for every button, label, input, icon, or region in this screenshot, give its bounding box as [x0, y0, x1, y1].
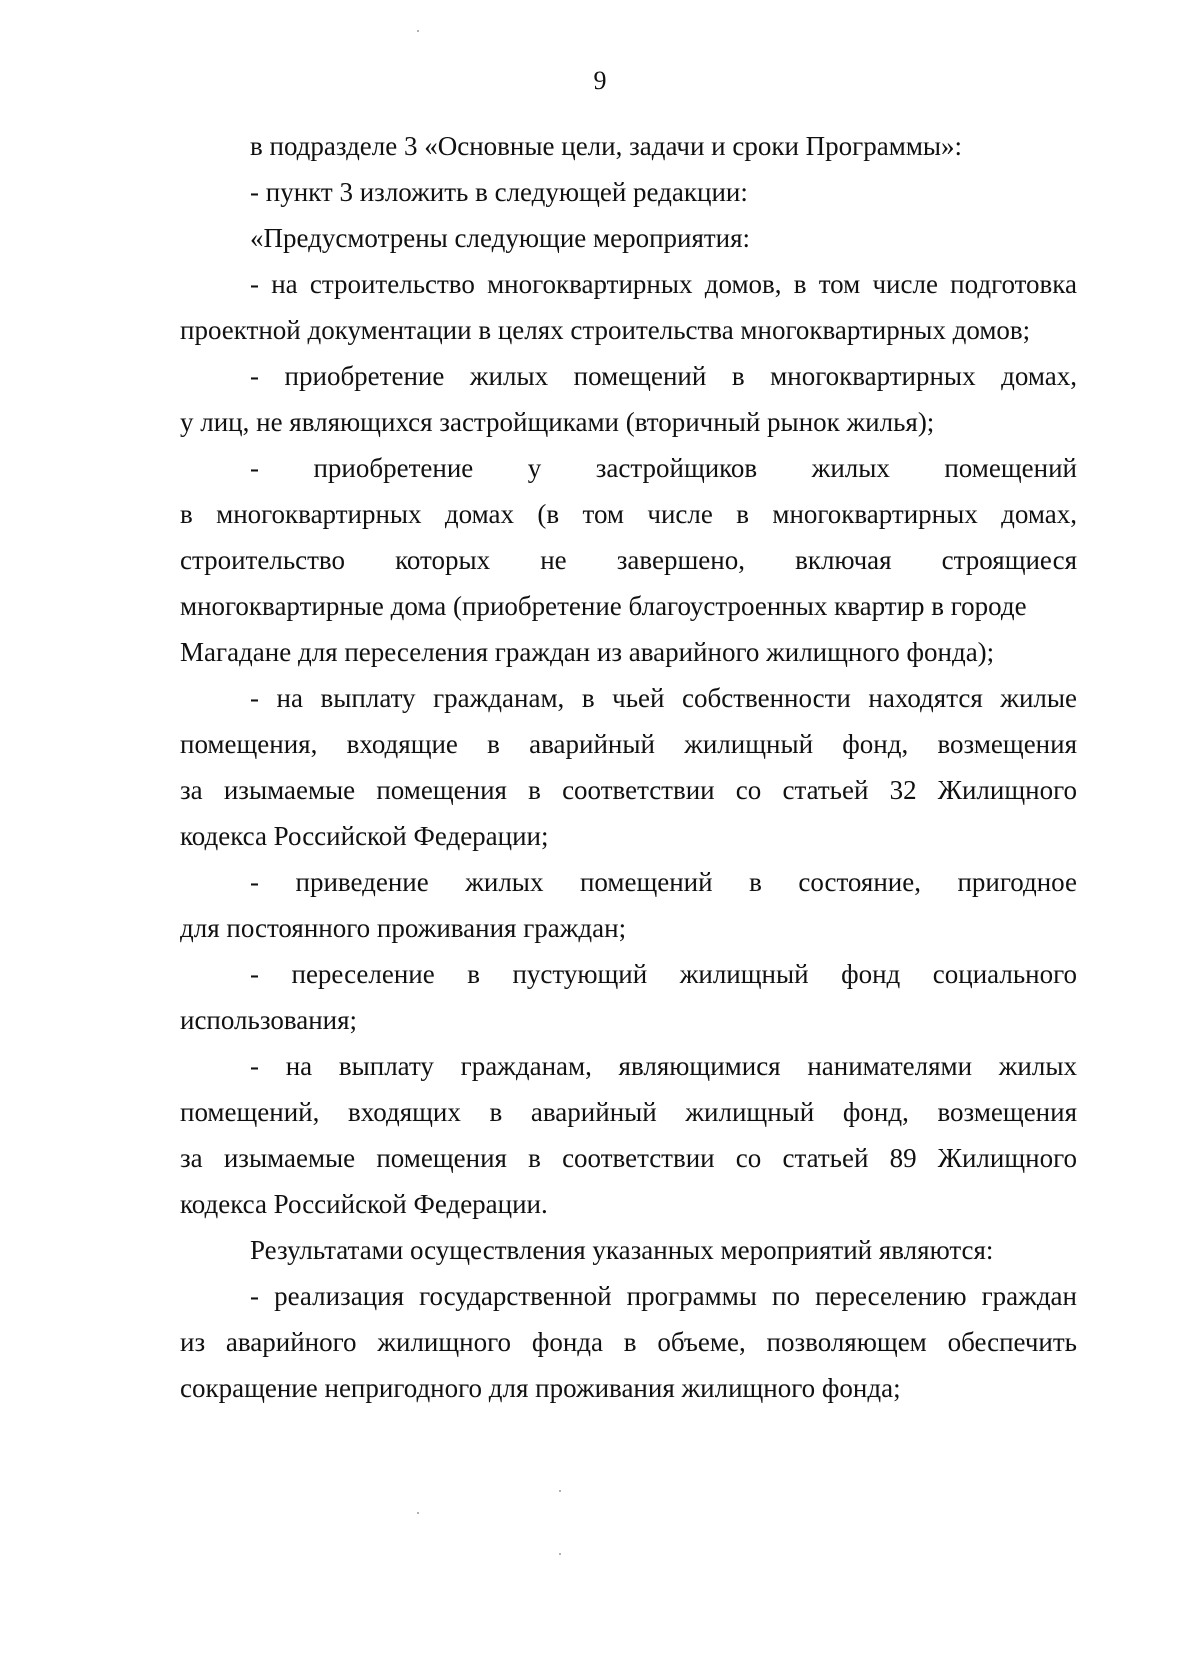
text-line: - приведение жилых помещений в состояние, пригодное: [250, 867, 1077, 897]
page-number: 9: [593, 66, 607, 95]
text-line: проектной документации в целях строительства многоквартирных домов;: [180, 315, 1031, 345]
scan-speck: [417, 30, 419, 32]
text-line: - на выплату гражданам, являющимися нанимателями жилых: [250, 1051, 1077, 1081]
text-line: для постоянного проживания граждан;: [180, 913, 627, 943]
text-line: строительство которых не завершено, включая строящиеся: [180, 545, 1077, 575]
scan-speck: [559, 1553, 561, 1555]
text-line: в подразделе 3 «Основные цели, задачи и сроки Программы»:: [250, 131, 963, 161]
text-line: сокращение непригодного для проживания жилищного фонда;: [180, 1373, 901, 1403]
text-line: помещений, входящих в аварийный жилищный фонд, возмещения: [180, 1097, 1077, 1127]
text-line: - переселение в пустующий жилищный фонд социального: [250, 959, 1077, 989]
text-line: Результатами осуществления указанных мероприятий являются:: [250, 1235, 994, 1265]
text-line: кодекса Российской Федерации.: [180, 1189, 548, 1219]
text-line: - на выплату гражданам, в чьей собственности находятся жилые: [250, 683, 1077, 713]
text-line: за изымаемые помещения в соответствии со статьей 32 Жилищного: [180, 775, 1077, 805]
text-line: «Предусмотрены следующие мероприятия:: [250, 223, 751, 253]
text-line: у лиц, не являющихся застройщиками (вторичный рынок жилья);: [180, 407, 935, 437]
text-line: помещения, входящие в аварийный жилищный фонд, возмещения: [180, 729, 1077, 759]
scan-speck: [417, 1512, 419, 1514]
text-line: в многоквартирных домах (в том числе в многоквартирных домах,: [180, 499, 1077, 529]
text-line: - на строительство многоквартирных домов, в том числе подготовка: [250, 269, 1077, 299]
scan-speck: [559, 1490, 561, 1492]
text-line: - пункт 3 изложить в следующей редакции:: [250, 177, 748, 207]
text-line: за изымаемые помещения в соответствии со статьей 89 Жилищного: [180, 1143, 1077, 1173]
text-line: - приобретение жилых помещений в многоквартирных домах,: [250, 361, 1077, 391]
text-line: - реализация государственной программы по переселению граждан: [250, 1281, 1077, 1311]
text-line: кодекса Российской Федерации;: [180, 821, 549, 851]
text-line: многоквартирные дома (приобретение благоустроенных квартир в городе: [180, 591, 1027, 621]
text-line: использования;: [180, 1005, 358, 1035]
text-line: Магадане для переселения граждан из аварийного жилищного фонда);: [180, 637, 995, 667]
text-line: - приобретение у застройщиков жилых помещений: [250, 453, 1077, 483]
text-line: из аварийного жилищного фонда в объеме, позволяющем обеспечить: [180, 1327, 1077, 1357]
